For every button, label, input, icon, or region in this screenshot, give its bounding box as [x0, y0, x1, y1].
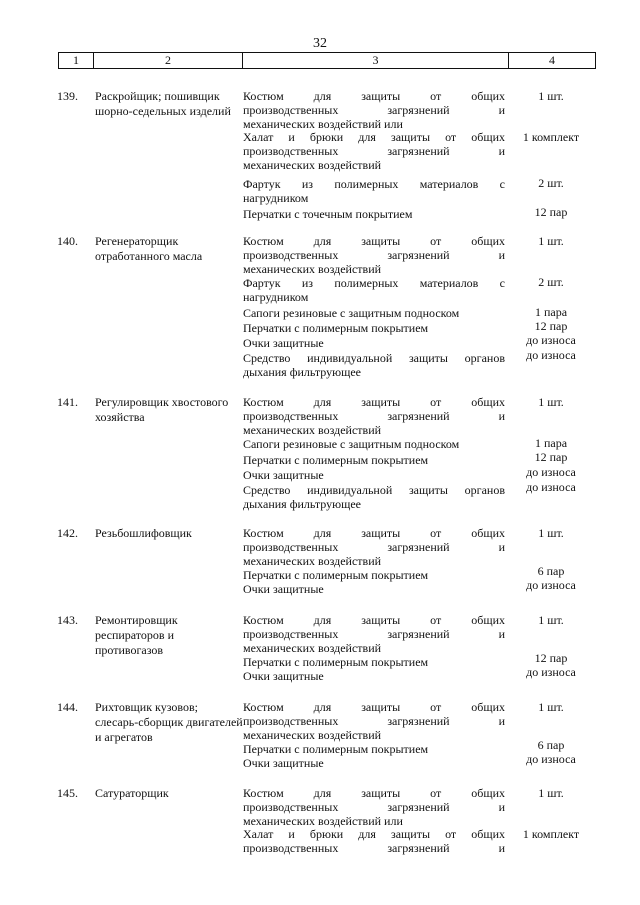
ppe-item [243, 568, 505, 582]
ppe-item-line: механических воздействий [243, 641, 382, 655]
ppe-item [243, 756, 505, 770]
ppe-item-line: производственных загрязнений и [243, 627, 505, 641]
ppe-quantity: 1 шт. [538, 700, 564, 714]
entry-profession: Рихтовщик кузовов; слесарь-сборщик двигателей и агрегатов [95, 700, 243, 744]
ppe-quantity: 1 шт. [538, 89, 564, 103]
ppe-item [243, 483, 505, 511]
ppe-item-line: Средство индивидуальной защиты органов [243, 483, 505, 497]
ppe-quantity: 1 пара [534, 305, 568, 319]
ppe-item [243, 700, 505, 742]
ppe-item-line: Костюм для защиты от общих [243, 526, 505, 540]
ppe-item-line: механических воздействий [243, 158, 382, 172]
ppe-item-line: Костюм для защиты от общих [243, 89, 505, 103]
ppe-item-line: механических воздействий [243, 554, 382, 568]
ppe-item-line: производственных загрязнений и [243, 144, 505, 158]
ppe-item-line: Перчатки с полимерным покрытием [243, 655, 429, 669]
ppe-quantity: 12 пар [534, 205, 568, 219]
ppe-item-line: механических воздействий или [243, 814, 403, 828]
ppe-quantity: до износа [526, 578, 576, 592]
ppe-quantity: 12 пар [534, 319, 568, 333]
entry-number: 143. [57, 613, 78, 627]
ppe-quantity: 6 пар [537, 738, 565, 752]
ppe-item-line: Перчатки с точечным покрытием [243, 207, 413, 221]
ppe-item-line: дыхания фильтрующее [243, 497, 361, 511]
ppe-item-line: Халат и брюки для защиты от общих [243, 827, 505, 841]
ppe-item-line: Фартук из полимерных материалов с [243, 276, 505, 290]
ppe-quantity: 2 шт. [538, 275, 564, 289]
entry-profession: Резьбошлифовщик [95, 526, 192, 540]
ppe-item-line: Фартук из полимерных материалов с [243, 177, 505, 191]
ppe-item-line: Костюм для защиты от общих [243, 613, 505, 627]
ppe-quantity: до износа [526, 348, 576, 362]
ppe-quantity: до износа [526, 665, 576, 679]
ppe-item-line: Костюм для защиты от общих [243, 234, 505, 248]
ppe-item-line: производственных загрязнений и [243, 409, 505, 423]
ppe-item-line: Средство индивидуальной защиты органов [243, 351, 505, 365]
ppe-item [243, 669, 505, 683]
ppe-quantity: 1 шт. [538, 786, 564, 800]
ppe-item-line: дыхания фильтрующее [243, 365, 361, 379]
ppe-item-line: Халат и брюки для защиты от общих [243, 130, 505, 144]
ppe-item [243, 177, 505, 205]
page-number: 32 [313, 36, 327, 51]
ppe-quantity: 1 шт. [538, 234, 564, 248]
ppe-item [243, 207, 505, 221]
ppe-quantity: 1 шт. [538, 526, 564, 540]
ppe-item-line: Перчатки с полимерным покрытием [243, 742, 429, 756]
ppe-quantity: 2 шт. [538, 176, 564, 190]
column-header-2: 2 [94, 53, 243, 69]
ppe-item [243, 276, 505, 304]
ppe-quantity: 1 шт. [538, 613, 564, 627]
ppe-item [243, 582, 505, 596]
ppe-item-line: Костюм для защиты от общих [243, 786, 505, 800]
ppe-item-line: производственных загрязнений и [243, 800, 505, 814]
ppe-item-line: производственных загрязнений и [243, 841, 505, 855]
ppe-item [243, 130, 505, 172]
ppe-quantity: 12 пар [534, 651, 568, 665]
ppe-quantity: до износа [526, 465, 576, 479]
ppe-item-line: производственных загрязнений и [243, 714, 505, 728]
ppe-item [243, 453, 505, 467]
entry-profession: Ремонтировщик респираторов и противогазов [95, 613, 178, 657]
ppe-item [243, 526, 505, 568]
entry-number: 140. [57, 234, 78, 248]
ppe-item-line: Перчатки с полимерным покрытием [243, 321, 429, 335]
ppe-item-line: нагрудником [243, 191, 309, 205]
entry-number: 139. [57, 89, 78, 103]
ppe-item [243, 468, 505, 482]
entry-profession: Регулировщик хвостового хозяйства [95, 395, 229, 424]
ppe-item-line: механических воздействий или [243, 117, 403, 131]
ppe-item-line: Костюм для защиты от общих [243, 395, 505, 409]
ppe-item-line: Очки защитные [243, 582, 324, 596]
ppe-item-line: Очки защитные [243, 669, 324, 683]
column-header-3: 3 [243, 53, 509, 69]
entry-number: 145. [57, 786, 78, 800]
ppe-item-line: производственных загрязнений и [243, 540, 505, 554]
ppe-item [243, 613, 505, 655]
ppe-item [243, 306, 505, 320]
ppe-item-line: Перчатки с полимерным покрытием [243, 453, 429, 467]
ppe-item-line: производственных загрязнений и [243, 248, 505, 262]
ppe-item [243, 336, 505, 350]
entry-number: 144. [57, 700, 78, 714]
column-header-4: 4 [509, 53, 596, 69]
ppe-item-line: Очки защитные [243, 336, 324, 350]
ppe-item-line: Костюм для защиты от общих [243, 700, 505, 714]
ppe-quantity: 1 комплект [522, 130, 580, 144]
entry-profession: Регенераторщик отработанного масла [95, 234, 203, 263]
entry-profession: Сатураторщик [95, 786, 169, 800]
ppe-item-line: производственных загрязнений и [243, 103, 505, 117]
entry-number: 141. [57, 395, 78, 409]
ppe-quantity: 6 пар [537, 564, 565, 578]
ppe-item-line: Очки защитные [243, 756, 324, 770]
ppe-quantity: 12 пар [534, 450, 568, 464]
ppe-item [243, 437, 505, 451]
ppe-quantity: до износа [526, 333, 576, 347]
ppe-item [243, 89, 505, 131]
ppe-quantity: 1 комплект [522, 827, 580, 841]
ppe-item-line: Перчатки с полимерным покрытием [243, 568, 429, 582]
ppe-item-line: механических воздействий [243, 423, 382, 437]
ppe-item [243, 786, 505, 828]
ppe-item [243, 351, 505, 379]
ppe-item [243, 395, 505, 437]
column-header-1: 1 [59, 53, 94, 69]
ppe-item-line: Сапоги резиновые с защитным подноском [243, 437, 460, 451]
column-header-row [58, 52, 596, 69]
ppe-item [243, 234, 505, 276]
ppe-quantity: до износа [526, 752, 576, 766]
ppe-item [243, 742, 505, 756]
ppe-item [243, 321, 505, 335]
ppe-quantity: до износа [526, 480, 576, 494]
ppe-item-line: Сапоги резиновые с защитным подноском [243, 306, 460, 320]
ppe-item [243, 827, 505, 855]
ppe-quantity: 1 пара [534, 436, 568, 450]
ppe-item [243, 655, 505, 669]
ppe-item-line: Очки защитные [243, 468, 324, 482]
entry-number: 142. [57, 526, 78, 540]
ppe-item-line: механических воздействий [243, 262, 382, 276]
ppe-item-line: нагрудником [243, 290, 309, 304]
ppe-item-line: механических воздействий [243, 728, 382, 742]
entry-profession: Раскройщик; пошивщик шорно-седельных изделий [95, 89, 231, 118]
ppe-quantity: 1 шт. [538, 395, 564, 409]
